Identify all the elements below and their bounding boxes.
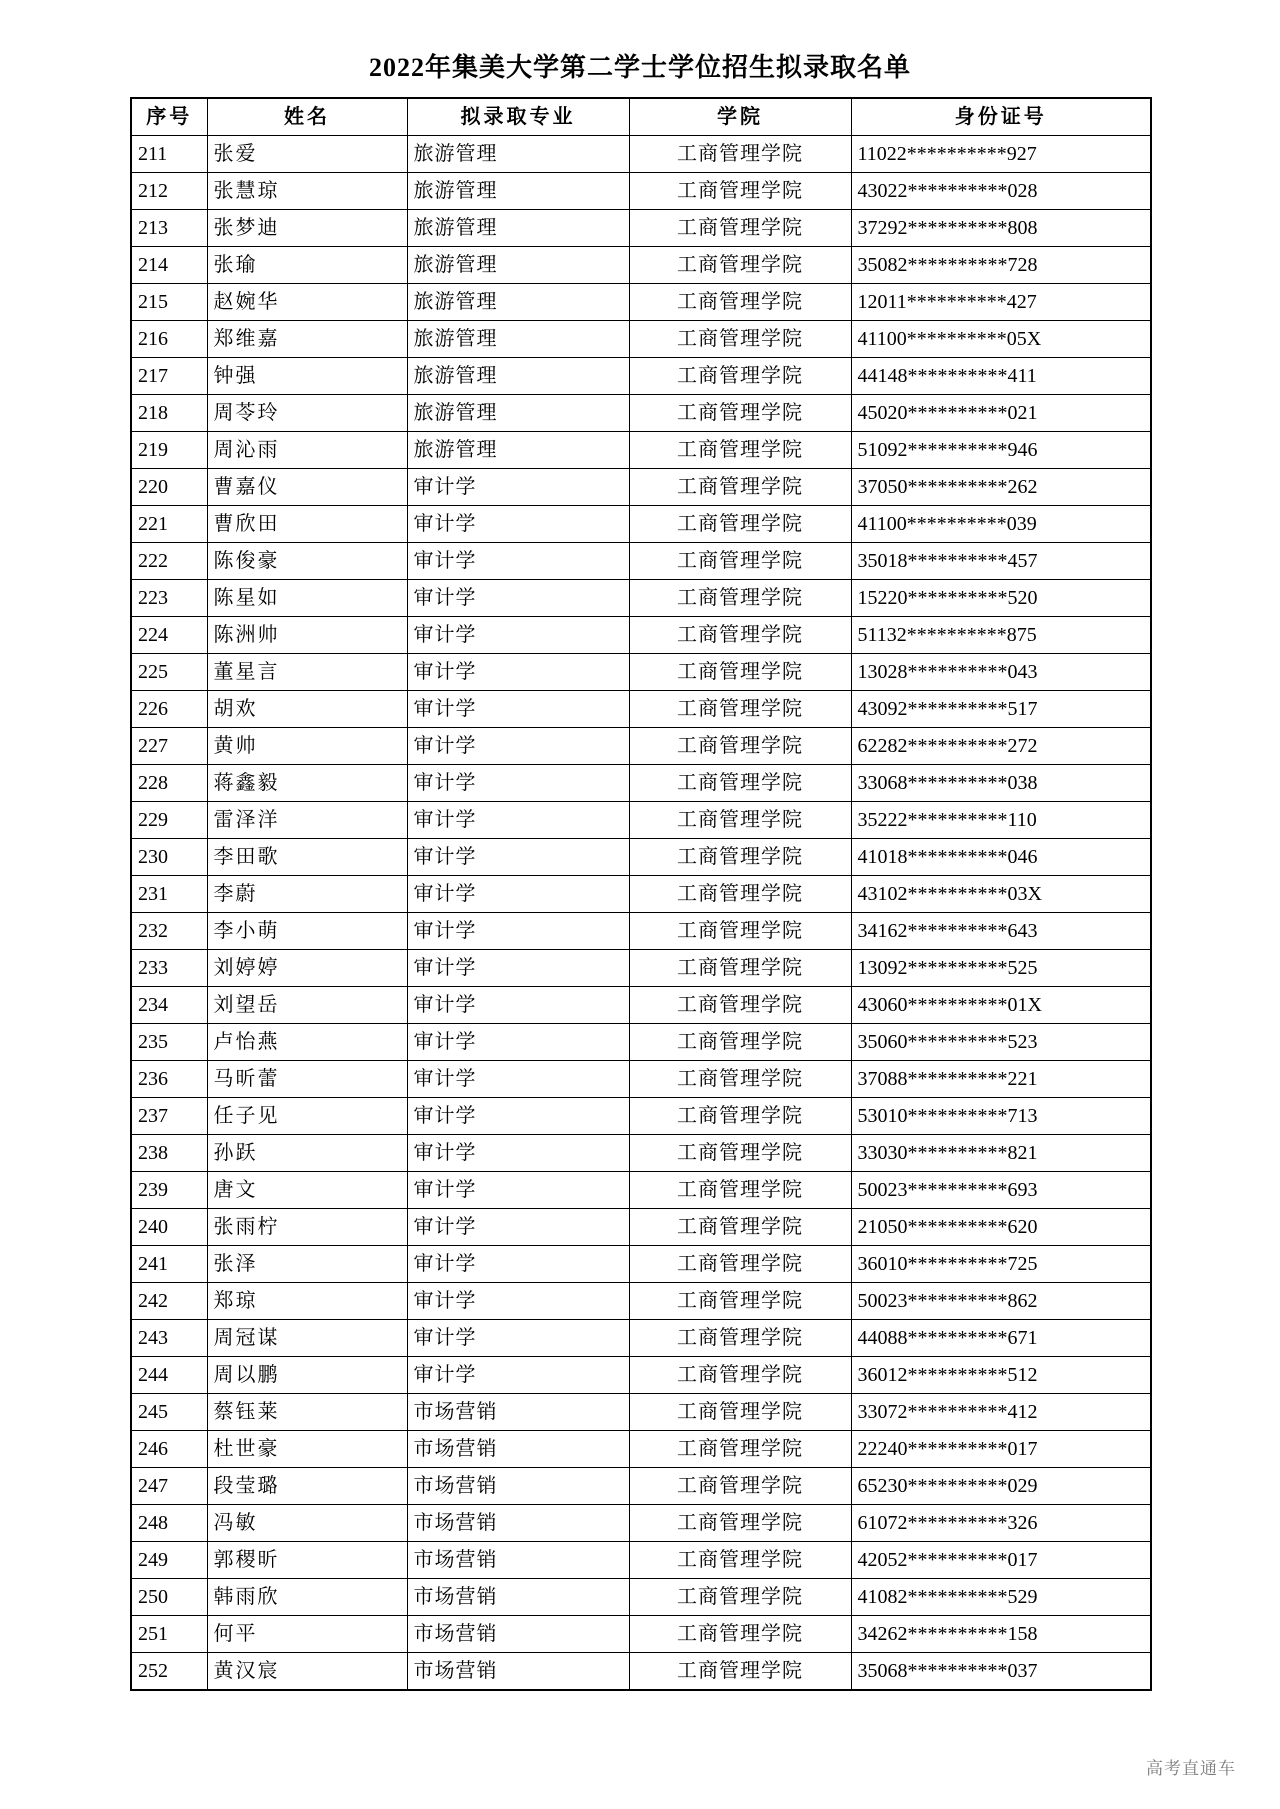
cell-college: 工商管理学院	[629, 579, 851, 616]
cell-college: 工商管理学院	[629, 1134, 851, 1171]
cell-college: 工商管理学院	[629, 505, 851, 542]
cell-major: 审计学	[407, 690, 629, 727]
cell-id: 21050**********620	[851, 1208, 1151, 1245]
cell-major: 审计学	[407, 986, 629, 1023]
cell-name: 陈洲帅	[207, 616, 407, 653]
cell-index: 238	[131, 1134, 207, 1171]
cell-name: 何平	[207, 1615, 407, 1652]
table-row	[131, 801, 1151, 838]
cell-name: 陈俊豪	[207, 542, 407, 579]
cell-major: 市场营销	[407, 1615, 629, 1652]
cell-id: 34262**********158	[851, 1615, 1151, 1652]
cell-college: 工商管理学院	[629, 1097, 851, 1134]
cell-id: 51132**********875	[851, 616, 1151, 653]
cell-major: 审计学	[407, 653, 629, 690]
table-row	[131, 1541, 1151, 1578]
cell-college: 工商管理学院	[629, 1467, 851, 1504]
cell-major: 审计学	[407, 1134, 629, 1171]
cell-id: 13028**********043	[851, 653, 1151, 690]
cell-name: 李田歌	[207, 838, 407, 875]
table-row	[131, 357, 1151, 394]
cell-id: 61072**********326	[851, 1504, 1151, 1541]
cell-major: 旅游管理	[407, 394, 629, 431]
cell-id: 36010**********725	[851, 1245, 1151, 1282]
cell-name: 周苓玲	[207, 394, 407, 431]
cell-college: 工商管理学院	[629, 949, 851, 986]
cell-name: 黄汉宸	[207, 1652, 407, 1690]
cell-id: 12011**********427	[851, 283, 1151, 320]
table-row	[131, 579, 1151, 616]
cell-major: 旅游管理	[407, 209, 629, 246]
cell-college: 工商管理学院	[629, 283, 851, 320]
cell-name: 赵婉华	[207, 283, 407, 320]
cell-major: 审计学	[407, 1023, 629, 1060]
page-title: 2022年集美大学第二学士学位招生拟录取名单	[368, 53, 911, 82]
table-row	[131, 135, 1151, 172]
cell-index: 218	[131, 394, 207, 431]
cell-index: 214	[131, 246, 207, 283]
cell-id: 41100**********05X	[851, 320, 1151, 357]
cell-index: 233	[131, 949, 207, 986]
table-row	[131, 838, 1151, 875]
table-header-row	[131, 98, 1151, 136]
cell-major: 审计学	[407, 801, 629, 838]
cell-major: 审计学	[407, 727, 629, 764]
cell-name: 段莹璐	[207, 1467, 407, 1504]
cell-major: 审计学	[407, 579, 629, 616]
watermark-label: 高考直通车	[1146, 1759, 1236, 1778]
cell-college: 工商管理学院	[629, 801, 851, 838]
cell-college: 工商管理学院	[629, 764, 851, 801]
cell-name: 周冠谋	[207, 1319, 407, 1356]
table-row	[131, 283, 1151, 320]
cell-id: 35018**********457	[851, 542, 1151, 579]
cell-major: 审计学	[407, 764, 629, 801]
cell-college: 工商管理学院	[629, 653, 851, 690]
cell-college: 工商管理学院	[629, 1171, 851, 1208]
table-row	[131, 505, 1151, 542]
table-row	[131, 542, 1151, 579]
column-header-index: 序号	[131, 98, 207, 136]
table-row	[131, 1393, 1151, 1430]
cell-major: 旅游管理	[407, 320, 629, 357]
table-row	[131, 1467, 1151, 1504]
cell-id: 37050**********262	[851, 468, 1151, 505]
cell-index: 252	[131, 1652, 207, 1690]
cell-college: 工商管理学院	[629, 468, 851, 505]
cell-index: 235	[131, 1023, 207, 1060]
cell-id: 35082**********728	[851, 246, 1151, 283]
cell-name: 钟强	[207, 357, 407, 394]
cell-college: 工商管理学院	[629, 172, 851, 209]
cell-college: 工商管理学院	[629, 542, 851, 579]
cell-name: 张爱	[207, 135, 407, 172]
table-row	[131, 764, 1151, 801]
column-header-id: 身份证号	[851, 98, 1151, 136]
cell-index: 244	[131, 1356, 207, 1393]
cell-id: 35222**********110	[851, 801, 1151, 838]
table-row	[131, 1356, 1151, 1393]
cell-id: 22240**********017	[851, 1430, 1151, 1467]
table-row	[131, 1245, 1151, 1282]
cell-id: 43102**********03X	[851, 875, 1151, 912]
cell-major: 审计学	[407, 1356, 629, 1393]
cell-index: 247	[131, 1467, 207, 1504]
cell-college: 工商管理学院	[629, 320, 851, 357]
cell-index: 220	[131, 468, 207, 505]
cell-index: 243	[131, 1319, 207, 1356]
cell-name: 李蔚	[207, 875, 407, 912]
cell-major: 市场营销	[407, 1578, 629, 1615]
cell-name: 张慧琼	[207, 172, 407, 209]
table-row	[131, 1171, 1151, 1208]
table-row	[131, 690, 1151, 727]
table-row	[131, 246, 1151, 283]
cell-college: 工商管理学院	[629, 357, 851, 394]
cell-major: 市场营销	[407, 1541, 629, 1578]
cell-major: 市场营销	[407, 1652, 629, 1690]
table-row	[131, 431, 1151, 468]
cell-index: 240	[131, 1208, 207, 1245]
cell-id: 36012**********512	[851, 1356, 1151, 1393]
cell-major: 审计学	[407, 949, 629, 986]
cell-id: 41082**********529	[851, 1578, 1151, 1615]
cell-college: 工商管理学院	[629, 135, 851, 172]
cell-index: 242	[131, 1282, 207, 1319]
cell-index: 215	[131, 283, 207, 320]
cell-index: 227	[131, 727, 207, 764]
cell-id: 37088**********221	[851, 1060, 1151, 1097]
column-header-major: 拟录取专业	[407, 98, 629, 136]
cell-index: 230	[131, 838, 207, 875]
cell-index: 249	[131, 1541, 207, 1578]
table-row	[131, 320, 1151, 357]
cell-name: 周以鹏	[207, 1356, 407, 1393]
cell-id: 33072**********412	[851, 1393, 1151, 1430]
cell-major: 审计学	[407, 1208, 629, 1245]
cell-college: 工商管理学院	[629, 1245, 851, 1282]
cell-id: 33030**********821	[851, 1134, 1151, 1171]
cell-index: 239	[131, 1171, 207, 1208]
cell-index: 250	[131, 1578, 207, 1615]
cell-id: 65230**********029	[851, 1467, 1151, 1504]
cell-name: 董星言	[207, 653, 407, 690]
cell-name: 李小萌	[207, 912, 407, 949]
cell-college: 工商管理学院	[629, 394, 851, 431]
cell-id: 41100**********039	[851, 505, 1151, 542]
cell-name: 黄帅	[207, 727, 407, 764]
cell-id: 43022**********028	[851, 172, 1151, 209]
cell-major: 市场营销	[407, 1393, 629, 1430]
cell-index: 231	[131, 875, 207, 912]
cell-id: 13092**********525	[851, 949, 1151, 986]
cell-name: 张梦迪	[207, 209, 407, 246]
cell-index: 216	[131, 320, 207, 357]
cell-index: 219	[131, 431, 207, 468]
cell-index: 237	[131, 1097, 207, 1134]
cell-name: 曹欣田	[207, 505, 407, 542]
cell-major: 市场营销	[407, 1504, 629, 1541]
cell-major: 旅游管理	[407, 283, 629, 320]
table-row	[131, 394, 1151, 431]
cell-index: 234	[131, 986, 207, 1023]
table-row	[131, 1282, 1151, 1319]
cell-index: 236	[131, 1060, 207, 1097]
cell-college: 工商管理学院	[629, 1319, 851, 1356]
table-row	[131, 172, 1151, 209]
cell-college: 工商管理学院	[629, 616, 851, 653]
cell-major: 审计学	[407, 616, 629, 653]
cell-index: 248	[131, 1504, 207, 1541]
cell-index: 228	[131, 764, 207, 801]
cell-major: 审计学	[407, 1060, 629, 1097]
cell-index: 217	[131, 357, 207, 394]
table-header	[131, 98, 1151, 136]
cell-name: 杜世豪	[207, 1430, 407, 1467]
cell-id: 35068**********037	[851, 1652, 1151, 1690]
cell-college: 工商管理学院	[629, 986, 851, 1023]
cell-college: 工商管理学院	[629, 209, 851, 246]
cell-name: 马昕蕾	[207, 1060, 407, 1097]
cell-major: 审计学	[407, 1245, 629, 1282]
cell-name: 任子见	[207, 1097, 407, 1134]
table-row	[131, 468, 1151, 505]
cell-index: 241	[131, 1245, 207, 1282]
table-row	[131, 209, 1151, 246]
cell-name: 曹嘉仪	[207, 468, 407, 505]
cell-id: 15220**********520	[851, 579, 1151, 616]
cell-name: 韩雨欣	[207, 1578, 407, 1615]
cell-id: 37292**********808	[851, 209, 1151, 246]
cell-major: 旅游管理	[407, 172, 629, 209]
cell-major: 市场营销	[407, 1430, 629, 1467]
cell-index: 226	[131, 690, 207, 727]
cell-college: 工商管理学院	[629, 1541, 851, 1578]
cell-name: 雷泽洋	[207, 801, 407, 838]
cell-major: 旅游管理	[407, 135, 629, 172]
cell-major: 审计学	[407, 875, 629, 912]
cell-id: 43060**********01X	[851, 986, 1151, 1023]
cell-id: 35060**********523	[851, 1023, 1151, 1060]
cell-name: 郭稷昕	[207, 1541, 407, 1578]
cell-major: 审计学	[407, 912, 629, 949]
cell-name: 冯敏	[207, 1504, 407, 1541]
table-row	[131, 949, 1151, 986]
cell-id: 45020**********021	[851, 394, 1151, 431]
cell-college: 工商管理学院	[629, 727, 851, 764]
cell-college: 工商管理学院	[629, 1393, 851, 1430]
cell-id: 50023**********862	[851, 1282, 1151, 1319]
cell-index: 251	[131, 1615, 207, 1652]
table-row	[131, 1023, 1151, 1060]
cell-major: 审计学	[407, 838, 629, 875]
cell-college: 工商管理学院	[629, 912, 851, 949]
cell-major: 旅游管理	[407, 431, 629, 468]
cell-name: 孙跃	[207, 1134, 407, 1171]
table-row	[131, 875, 1151, 912]
cell-college: 工商管理学院	[629, 1578, 851, 1615]
cell-college: 工商管理学院	[629, 1060, 851, 1097]
cell-id: 34162**********643	[851, 912, 1151, 949]
cell-college: 工商管理学院	[629, 1282, 851, 1319]
table-row	[131, 1060, 1151, 1097]
cell-index: 212	[131, 172, 207, 209]
table-row	[131, 1430, 1151, 1467]
table-row	[131, 1615, 1151, 1652]
cell-college: 工商管理学院	[629, 690, 851, 727]
cell-name: 胡欢	[207, 690, 407, 727]
cell-id: 53010**********713	[851, 1097, 1151, 1134]
cell-index: 225	[131, 653, 207, 690]
table-row	[131, 1504, 1151, 1541]
cell-index: 224	[131, 616, 207, 653]
cell-college: 工商管理学院	[629, 246, 851, 283]
cell-college: 工商管理学院	[629, 875, 851, 912]
cell-major: 审计学	[407, 1319, 629, 1356]
cell-id: 50023**********693	[851, 1171, 1151, 1208]
cell-id: 41018**********046	[851, 838, 1151, 875]
cell-id: 11022**********927	[851, 135, 1151, 172]
cell-name: 郑维嘉	[207, 320, 407, 357]
cell-name: 郑琼	[207, 1282, 407, 1319]
column-header-college: 学院	[629, 98, 851, 136]
table-row	[131, 1134, 1151, 1171]
cell-index: 246	[131, 1430, 207, 1467]
cell-college: 工商管理学院	[629, 1208, 851, 1245]
cell-name: 蔡钰莱	[207, 1393, 407, 1430]
cell-id: 44148**********411	[851, 357, 1151, 394]
cell-name: 蒋鑫毅	[207, 764, 407, 801]
cell-major: 审计学	[407, 542, 629, 579]
table-row	[131, 653, 1151, 690]
table-row	[131, 1652, 1151, 1690]
cell-index: 232	[131, 912, 207, 949]
cell-id: 51092**********946	[851, 431, 1151, 468]
cell-name: 张雨柠	[207, 1208, 407, 1245]
cell-index: 229	[131, 801, 207, 838]
table-body	[131, 135, 1151, 1690]
table-row	[131, 986, 1151, 1023]
cell-id: 62282**********272	[851, 727, 1151, 764]
cell-name: 刘婷婷	[207, 949, 407, 986]
cell-name: 刘望岳	[207, 986, 407, 1023]
admission-list-table	[130, 97, 1152, 1691]
cell-college: 工商管理学院	[629, 1430, 851, 1467]
cell-name: 张泽	[207, 1245, 407, 1282]
table-row	[131, 1319, 1151, 1356]
table-row	[131, 727, 1151, 764]
cell-major: 审计学	[407, 1282, 629, 1319]
cell-college: 工商管理学院	[629, 1652, 851, 1690]
cell-index: 213	[131, 209, 207, 246]
cell-index: 211	[131, 135, 207, 172]
cell-major: 审计学	[407, 468, 629, 505]
table-row	[131, 1208, 1151, 1245]
admission-list-table-wrapper	[130, 97, 1150, 1691]
table-row	[131, 912, 1151, 949]
cell-major: 审计学	[407, 1171, 629, 1208]
cell-major: 旅游管理	[407, 357, 629, 394]
cell-index: 222	[131, 542, 207, 579]
cell-id: 44088**********671	[851, 1319, 1151, 1356]
cell-name: 卢怡燕	[207, 1023, 407, 1060]
table-row	[131, 616, 1151, 653]
cell-id: 33068**********038	[851, 764, 1151, 801]
cell-college: 工商管理学院	[629, 1504, 851, 1541]
cell-college: 工商管理学院	[629, 1023, 851, 1060]
cell-index: 245	[131, 1393, 207, 1430]
cell-name: 陈星如	[207, 579, 407, 616]
cell-major: 审计学	[407, 505, 629, 542]
cell-name: 张瑜	[207, 246, 407, 283]
cell-major: 市场营销	[407, 1467, 629, 1504]
cell-college: 工商管理学院	[629, 1615, 851, 1652]
cell-college: 工商管理学院	[629, 431, 851, 468]
cell-index: 223	[131, 579, 207, 616]
cell-college: 工商管理学院	[629, 1356, 851, 1393]
column-header-name: 姓名	[207, 98, 407, 136]
cell-college: 工商管理学院	[629, 838, 851, 875]
cell-id: 43092**********517	[851, 690, 1151, 727]
cell-name: 唐文	[207, 1171, 407, 1208]
table-row	[131, 1578, 1151, 1615]
cell-name: 周沁雨	[207, 431, 407, 468]
cell-index: 221	[131, 505, 207, 542]
cell-major: 旅游管理	[407, 246, 629, 283]
cell-major: 审计学	[407, 1097, 629, 1134]
table-row	[131, 1097, 1151, 1134]
cell-id: 42052**********017	[851, 1541, 1151, 1578]
